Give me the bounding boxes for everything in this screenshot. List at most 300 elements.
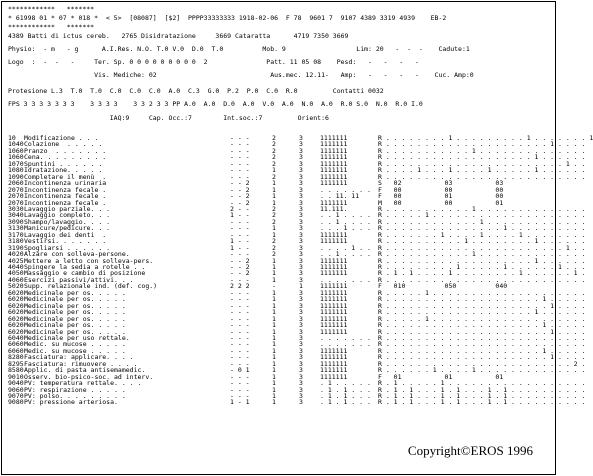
row-c: 3 (299, 359, 303, 368)
row-code: 2070 (8, 198, 24, 207)
row-desc: Spuntini . . . . . . (24, 159, 103, 168)
row-c: 3 (299, 166, 303, 175)
row-c: 3 (299, 172, 303, 181)
row-desc: PV: pressione arteriosa. (24, 398, 118, 407)
row-a: - - 2 (230, 256, 250, 265)
row-e: R . . . . . . . . . . . . . . . . . . . . . . . . 2 . (378, 359, 586, 368)
row-c: 1 (299, 282, 303, 291)
row-b: 1 (272, 366, 276, 375)
row-c: 3 (299, 353, 303, 362)
row-desc: Spingere la sedia a rotelle . . (24, 263, 146, 271)
row-d: 1111111 (320, 153, 348, 162)
row-b: 1 (272, 327, 276, 336)
row-a: 1 - 1 (230, 398, 250, 407)
row-b: 2 (272, 250, 276, 259)
row-b: 1 (272, 256, 276, 265)
row-desc: Massaggio e cambio di posizione (24, 269, 146, 278)
row-code: 6020 (8, 301, 24, 310)
row-code: 6020 (8, 321, 24, 330)
row-code: 8280 (8, 353, 24, 362)
row-d: 1111111 (320, 372, 348, 381)
row-e: R . . . . . . . . . . 1 . . . . . . . . 1 . . . . . . (378, 237, 586, 246)
visits-line: Vis. Mediche: 02 Aus.mec. 12.11- Amp: - - - - Cuc. Amp:0 (8, 71, 474, 79)
row-code: 1070 (8, 159, 24, 168)
row-code: 2070 (8, 185, 24, 194)
row-a: - - - (230, 314, 250, 323)
row-b: 1 (272, 275, 276, 284)
row-b: 1 (272, 308, 276, 317)
row-desc: Shampo/lavaggio. . . . (24, 217, 111, 226)
row-e: M 00 00 01 (378, 198, 504, 207)
row-e: R . . . . . . . . . . . . . . . . . . . . 1 . . . . . (378, 321, 586, 330)
row-desc: Incontinenza fecale . (24, 198, 107, 207)
row-e: R . 1 . 1 . . . 1 . 1 . . . 1 . 1 . . . . . . . . . . (378, 398, 586, 407)
row-code: 4050 (8, 269, 24, 278)
row-desc: Medic. su mucose . . . . . (24, 340, 126, 349)
row-code: 9060 (8, 385, 24, 394)
row-d: . . 11. 11 (320, 192, 360, 201)
row-a: - - 2 (230, 192, 250, 201)
row-e: R . . . . . . . . . . . . . . . . . . . . . . . 1 . . (378, 159, 586, 168)
row-d: 1111111 (320, 256, 348, 265)
row-c: 3 (299, 185, 303, 194)
row-c: 3 (299, 288, 303, 297)
row-code: 2060 (8, 179, 24, 188)
row-c: 3 (299, 346, 303, 355)
row-d: . . . . . . . (320, 275, 371, 284)
physio-line: Physio: - m - g A.I.Res. N.O. T.0 V.0 D.0 T.0 Mob. 9 Lim: 20 - - - Cadute:1 (8, 45, 470, 53)
row-c: 3 (299, 263, 303, 271)
row-e: R . . . . . . . . . . . . . . . . . . . . 1 . . . . . (378, 346, 586, 355)
row-d: . . 1 . . . . (320, 250, 371, 259)
row-c: 3 (299, 224, 303, 233)
row-c: 3 (299, 153, 303, 162)
row-desc: PV: polso. . . . . . . . . (24, 392, 126, 400)
row-e: R . 1 . 1 . . . 1 . 1 . . . 1 . 1 . . . . . . . . . . (378, 392, 586, 400)
row-e: R . . . . . . . . . . . . . . . . . . . . . . . . . . (378, 340, 586, 349)
row-desc: Incontinenza urinaria (24, 179, 107, 188)
row-code: 8580 (8, 366, 24, 375)
row-code: 6040 (8, 333, 24, 342)
row-code: 9080 (8, 398, 24, 407)
row-e: F 00 01 00 (378, 192, 504, 201)
row-d: 11.111. (320, 204, 348, 213)
row-e: R . 1 . . . . . 1 . . . . . . . . . . . . . . . . . . (378, 379, 586, 388)
row-e: R . . . . . . . . . . . . . . . . . . . . . 1 . . . . (378, 140, 586, 149)
row-desc: Medicinale per os. . . . . (24, 295, 126, 304)
row-desc: Vestirsi. . . . . . . (24, 237, 107, 246)
row-b: 1 (272, 346, 276, 355)
row-desc: Colazione . . . . . (24, 140, 103, 149)
row-d: 1111111 (320, 230, 348, 239)
row-d: . 1 . 1 . . . (320, 392, 371, 400)
row-code: 3090 (8, 217, 24, 226)
row-b: 2 (272, 204, 276, 213)
row-a: - - - (230, 159, 250, 168)
row-desc: Lavaggio dei denti . (24, 230, 107, 239)
row-b: 1 (272, 288, 276, 297)
row-e: R . 1 . 1 . . . . 1 . . . . . . . . 1 . . . . . . 1 . (378, 269, 586, 278)
row-a: - - - (230, 140, 250, 149)
row-d: 1111111 (320, 314, 348, 323)
row-d: 1111111 (320, 179, 348, 188)
row-d: . . 1 . . . . (320, 211, 371, 220)
row-b: 2 (272, 153, 276, 162)
row-c: 3 (299, 379, 303, 388)
row-c: 3 (299, 314, 303, 323)
row-d: . 1 . 1 . . . (320, 398, 371, 407)
row-desc: Idratazione. . . . . (24, 166, 103, 175)
diagnosis-line: 4389 Batti di ictus cereb. 2765 Disidratazione 3669 Cataratta 4719 7350 3669 (8, 32, 349, 40)
row-b: 1 (272, 198, 276, 207)
row-d: 1111111 (320, 166, 348, 175)
scores-line: IAQ:9 Cap. Occ.:7 Int.soc.:7 Orient:6 (8, 114, 329, 122)
row-e: R . . . . . . . . . . . . . . . . . . . . . 1 . . . . (378, 301, 586, 310)
row-b: 1 (272, 372, 276, 381)
row-e: S 02 03 03 (378, 179, 504, 188)
row-desc: Medicinale per os. . . . . (24, 314, 126, 323)
row-c: 3 (299, 198, 303, 207)
row-c: 3 (299, 269, 303, 278)
row-e: R . . . . . . . . . . . . . . . . . . . . . . . . . . (378, 333, 586, 342)
row-c: 3 (299, 256, 303, 265)
row-e: R . . . . . . . . . . . . . . . . . . . 1 . . . . . . (378, 153, 586, 162)
row-e: R . . . . . 1 . . . . . . . . . . . . . . . . . . . . (378, 288, 586, 297)
row-a: - - - (230, 340, 250, 349)
row-b: 1 (272, 224, 276, 233)
row-d: . . . . 1 . . (320, 243, 371, 252)
row-desc: Mettere a letto con solleva-pers. (24, 256, 154, 265)
row-c: 3 (299, 398, 303, 407)
row-e: R . . . . 1 . . . 1 . . . . 1 . . . . . 1 . . . . . . (378, 166, 586, 175)
row-e: R . . . . . . . . . . . . . . . 1 . . . . . . . . . . (378, 224, 586, 233)
row-e: R . . . . . . . . . . . 1 . . . . . . . . . . . . . . (378, 204, 586, 213)
row-e: F 00 00 00 (378, 185, 504, 194)
row-code: 1060 (8, 146, 24, 155)
row-b: 1 (272, 353, 276, 362)
row-a: 1 - - (230, 211, 250, 220)
row-b: 1 (272, 314, 276, 323)
row-b: 1 (272, 301, 276, 310)
row-desc: Spogliarsi . . . . . . (24, 243, 111, 252)
row-e: R . . . . . . . . . . . . . . . . . . . . . . . . . . (378, 172, 586, 181)
row-e: R . . . . . 1 . . . . . . . . . . . . . . . . . . . . (378, 314, 586, 323)
row-e: R . . . . . 1 . . . . . . . . . . . . . . . . . . . . (378, 211, 586, 220)
row-code: 4060 (8, 275, 24, 284)
row-a: - - - (230, 288, 250, 297)
row-d: . . 1 . . . . (320, 217, 371, 226)
row-code: 4040 (8, 263, 24, 271)
row-d: . 1 . 1 . . . (320, 385, 371, 394)
row-d: 1111111 (320, 237, 348, 246)
row-a: 2 - - (230, 204, 250, 213)
row-code: 4025 (8, 256, 24, 265)
row-e: R . . . . . . . . . . . 1 . . . . . . . . . . . . . . (378, 146, 586, 155)
row-c: 3 (299, 237, 303, 246)
row-desc: Medicinale per os. . . . . (24, 308, 126, 317)
row-code: 9010 (8, 372, 24, 381)
row-c: 3 (299, 275, 303, 284)
row-c: 3 (299, 211, 303, 220)
row-b: 2 (272, 211, 276, 220)
row-c: 3 (299, 327, 303, 336)
row-a: - 0 1 (230, 366, 250, 375)
row-c: 3 (299, 217, 303, 226)
row-code: 1080 (8, 166, 24, 175)
row-b: 1 (272, 321, 276, 330)
row-a: - - - (230, 379, 250, 388)
row-d: . . . 1 . . . (320, 224, 371, 233)
row-d: 1111111 (320, 282, 348, 291)
protesione-line: Protesione L.3 T.0 T.0 C.0 C.0 C.0 A.0 C.3 G.0 P.2 P.0 C.0 R.0 Contatti 0032 (8, 87, 384, 95)
row-a: - - - (230, 372, 250, 381)
row-a: - - 2 (230, 269, 250, 278)
header-border-top: ************ ******* (8, 5, 95, 13)
row-b: 2 (272, 237, 276, 246)
row-d: 1111111 (320, 269, 348, 278)
row-a: - - - (230, 327, 250, 336)
row-c: 3 (299, 192, 303, 201)
row-d: . . . . . . . (320, 185, 371, 194)
row-a: - - - (230, 359, 250, 368)
row-c: 3 (299, 321, 303, 330)
row-code: 1040 (8, 140, 24, 149)
row-code: 1090 (8, 172, 24, 181)
row-c: 3 (299, 340, 303, 349)
row-d: 1111111 (320, 134, 348, 142)
row-desc: Lavaggio parziale. . . (24, 204, 111, 213)
row-d: 1111111 (320, 346, 348, 355)
row-b: 1 (272, 340, 276, 349)
row-d: 1111111 (320, 321, 348, 330)
logo-line: Logo : - - - Ter. Sp. 0 0 0 0 0 0 0 0 0 2 Patt. 11 05 08 Pesd: - - - - (8, 58, 419, 66)
row-b: 1 (272, 295, 276, 304)
row-d: 1111111 (320, 198, 348, 207)
fps-line: FPS 3 3 3 3 3 3 3 3 3 3 3 3 3 2 3 3 PP A.0 A.0 D.0 A.0 V.0 A.0 N.0 A.0 R.0 S.0 N.0 R.0 I.0 (8, 100, 423, 108)
row-b: 1 (272, 179, 276, 188)
row-b: 1 (272, 192, 276, 201)
row-desc: Manicure/pedicure. . . (24, 224, 111, 233)
row-d: 1111111 (320, 327, 348, 336)
row-code: 3130 (8, 224, 24, 233)
row-d: . . . . . . . (320, 340, 371, 349)
row-e: R . . . . . . . 1 . . . . 1 . . . . 1 . . . . . . . . (378, 230, 586, 239)
row-desc: PV: temperatura rettale. . . . (24, 379, 142, 388)
row-c: 3 (299, 146, 303, 155)
row-desc: Incontinenza fecale . (24, 185, 107, 194)
row-code: 5020 (8, 282, 24, 291)
row-desc: Cena. . . . . . . . . (24, 153, 107, 162)
copyright-notice: Copyright©EROS 1996 (407, 443, 533, 458)
row-e: R . . . . . . . . . . . . . . . . . . . . 1 . . . . . (378, 295, 586, 304)
row-code: 10 (8, 134, 16, 142)
row-c: 3 (299, 372, 303, 381)
row-e: R . . . . . . . . . . . 1 . . . . . . . . . . . . . . (378, 250, 586, 259)
row-e: F 010 050 040 (378, 282, 508, 291)
row-desc: Medicinale per uso rettale. (24, 333, 130, 342)
row-e: R . . . . . . . . . . . . . . . . . . . 1 . . . . . . (378, 308, 586, 317)
row-desc: Osserv. bio-psico-soc. ad interv. (24, 372, 154, 381)
row-d: . 1 . . . . . (320, 379, 371, 388)
row-a: 1 - - (230, 243, 250, 252)
row-a: - - - (230, 295, 250, 304)
row-desc: Lavaggio completo. . . (24, 211, 111, 220)
row-d: 1111111 (320, 366, 348, 375)
row-a: - - - (230, 353, 250, 362)
row-b: 1 (272, 398, 276, 407)
row-b: 2 (272, 243, 276, 252)
row-c: 3 (299, 308, 303, 317)
row-b: 1 (272, 392, 276, 400)
row-d: 1111111 (320, 263, 348, 271)
row-code: 3190 (8, 243, 24, 252)
row-b: 1 (272, 230, 276, 239)
row-a: - - - (230, 385, 250, 394)
row-c: 3 (299, 243, 303, 252)
row-b: 2 (272, 140, 276, 149)
row-a: - - 2 (230, 179, 250, 188)
row-code: 3170 (8, 230, 24, 239)
row-b: 1 (272, 263, 276, 271)
row-e: R . . . . . . . . . . . . 1 . . . . . . . . . . . . . (378, 217, 586, 226)
row-e: R . . . . . . . . 1 . . . . . . . . . 1 . . . . . . . 1 (378, 134, 593, 142)
row-e: R . . . . . . . . . . . . . . . . . . . . . . . . . . (378, 275, 586, 284)
row-desc: Medicinale per os. . . . . (24, 327, 126, 336)
row-a: - - - (230, 166, 250, 175)
row-a: - - 2 (230, 185, 250, 194)
row-desc: Fasciatura: rimuovere . . . . (24, 359, 138, 368)
row-e: R . 1 . 1 . . . 1 . 1 . . . 1 . 1 . . . . . . . . . . (378, 385, 586, 394)
row-code: 6060 (8, 346, 24, 355)
patient-id-line: * 61998 01 * 07 * 018 * < 5> [08087] [$2] PPPP33333333 1918-02-06 F 78 9601 7 9107 4389 3319 4939 EB-2 (8, 14, 447, 22)
row-a: - - - (230, 217, 250, 226)
row-desc: Completare il menù . (24, 172, 107, 181)
row-d: 1111111 (320, 172, 348, 181)
row-code: 6020 (8, 327, 24, 336)
row-e: R . . . . . . . . . . . . . . . . . . . . . . . 1 . . (378, 243, 586, 252)
row-c: 3 (299, 333, 303, 342)
row-c: 3 (299, 392, 303, 400)
row-desc: Alzare con solleva-persone. (24, 250, 130, 259)
row-code: 9070 (8, 392, 24, 400)
row-c: 3 (299, 301, 303, 310)
row-code: 6020 (8, 288, 24, 297)
row-b: 1 (272, 166, 276, 175)
row-a: - - 2 (230, 198, 250, 207)
row-b: 2 (272, 134, 276, 142)
row-code: 6020 (8, 314, 24, 323)
row-a: - - - (230, 134, 250, 142)
row-d: 1111111 (320, 288, 348, 297)
row-d: 1111111 (320, 295, 348, 304)
row-code: 1060 (8, 153, 24, 162)
row-c: 3 (299, 179, 303, 188)
row-a: - - - (230, 224, 250, 233)
row-e: R . . . . . . . . . . . . . . . . . . . 1 . . . . . . (378, 256, 586, 265)
row-c: 3 (299, 366, 303, 375)
row-a: 2 2 2 (230, 282, 250, 291)
row-code: 8295 (8, 359, 24, 368)
row-d: 1111111 (320, 140, 348, 149)
row-desc: Supp. relazionale ind. (def. cog.) (24, 282, 158, 291)
row-c: 3 (299, 134, 303, 142)
row-a: - - - (230, 172, 250, 181)
row-e: R . . . . . . . . . 1 . . . . . 1 . . . . . . 1 . . . (378, 263, 586, 271)
row-a: - - - (230, 321, 250, 330)
header-border-bottom: ************ ******* (8, 23, 95, 31)
row-a: - - - (230, 230, 250, 239)
row-code: 6020 (8, 308, 24, 317)
row-b: 1 (272, 379, 276, 388)
row-d: 1111111 (320, 159, 348, 168)
row-c: 3 (299, 250, 303, 259)
row-desc: Medicinale per os. . . . . (24, 301, 126, 310)
row-code: 3040 (8, 211, 24, 220)
row-e: R . . . . . . 1 . . . . 1 . . . . . . . . . . . . . . (378, 366, 586, 375)
row-desc: Medicinale per os. . . . . (24, 288, 126, 297)
row-e: R . . . . . . . . . . . . . . . . . . . . . 1 . . . . (378, 353, 586, 362)
row-a: - - - (230, 392, 250, 400)
row-code: 9040 (8, 379, 24, 388)
row-e: F 01 01 01 (378, 372, 504, 381)
row-desc: Medic. su mucose . . . . . (24, 346, 126, 355)
row-code: 6060 (8, 340, 24, 349)
row-a: - - 2 (230, 263, 250, 271)
row-desc: Incontinenza fecale . (24, 192, 107, 201)
row-d: 1111111 (320, 359, 348, 368)
row-d: 1111111 (320, 146, 348, 155)
row-b: 1 (272, 185, 276, 194)
row-desc: Esercizi passivi/attivi. . . (24, 275, 134, 284)
row-b: 2 (272, 146, 276, 155)
row-c: 3 (299, 159, 303, 168)
row-desc: Modificazione . . . (24, 134, 99, 142)
row-code: 4020 (8, 250, 24, 259)
row-a: - - - (230, 308, 250, 317)
row-code: 3030 (8, 204, 24, 213)
row-b: 1 (272, 333, 276, 342)
row-desc: Medicinale per os. . . . . (24, 321, 126, 330)
row-code: 3180 (8, 237, 24, 246)
row-b: 1 (272, 269, 276, 278)
report-window (1, 1, 593, 475)
row-e: R . . . . . . . . . . . . . . . . . . . . . 1 . . . . (378, 327, 586, 336)
row-code: 2070 (8, 192, 24, 201)
row-b: - (272, 282, 276, 291)
row-c: 3 (299, 204, 303, 213)
row-d: 1111111 (320, 308, 348, 317)
row-desc: Fasciatura: applicare. . . . (24, 353, 134, 362)
row-d: 1111111 (320, 353, 348, 362)
row-code: 6020 (8, 295, 24, 304)
row-b: 1 (272, 359, 276, 368)
row-a: - - - (230, 146, 250, 155)
row-desc: Pranzo . . . . . . . (24, 146, 107, 155)
row-a: - - - (230, 301, 250, 310)
row-a: - - - (230, 250, 250, 259)
row-d: 1111111 (320, 301, 348, 310)
row-desc: PV: respirazione . . . . . (24, 385, 126, 394)
row-a: - - - (230, 346, 250, 355)
row-b: 2 (272, 217, 276, 226)
row-b: 1 (272, 385, 276, 394)
row-c: 3 (299, 295, 303, 304)
row-a: 1 - - (230, 237, 250, 246)
row-a: - - - (230, 275, 250, 284)
row-c: 3 (299, 385, 303, 394)
row-b: 2 (272, 172, 276, 181)
row-a: - - - (230, 333, 250, 342)
